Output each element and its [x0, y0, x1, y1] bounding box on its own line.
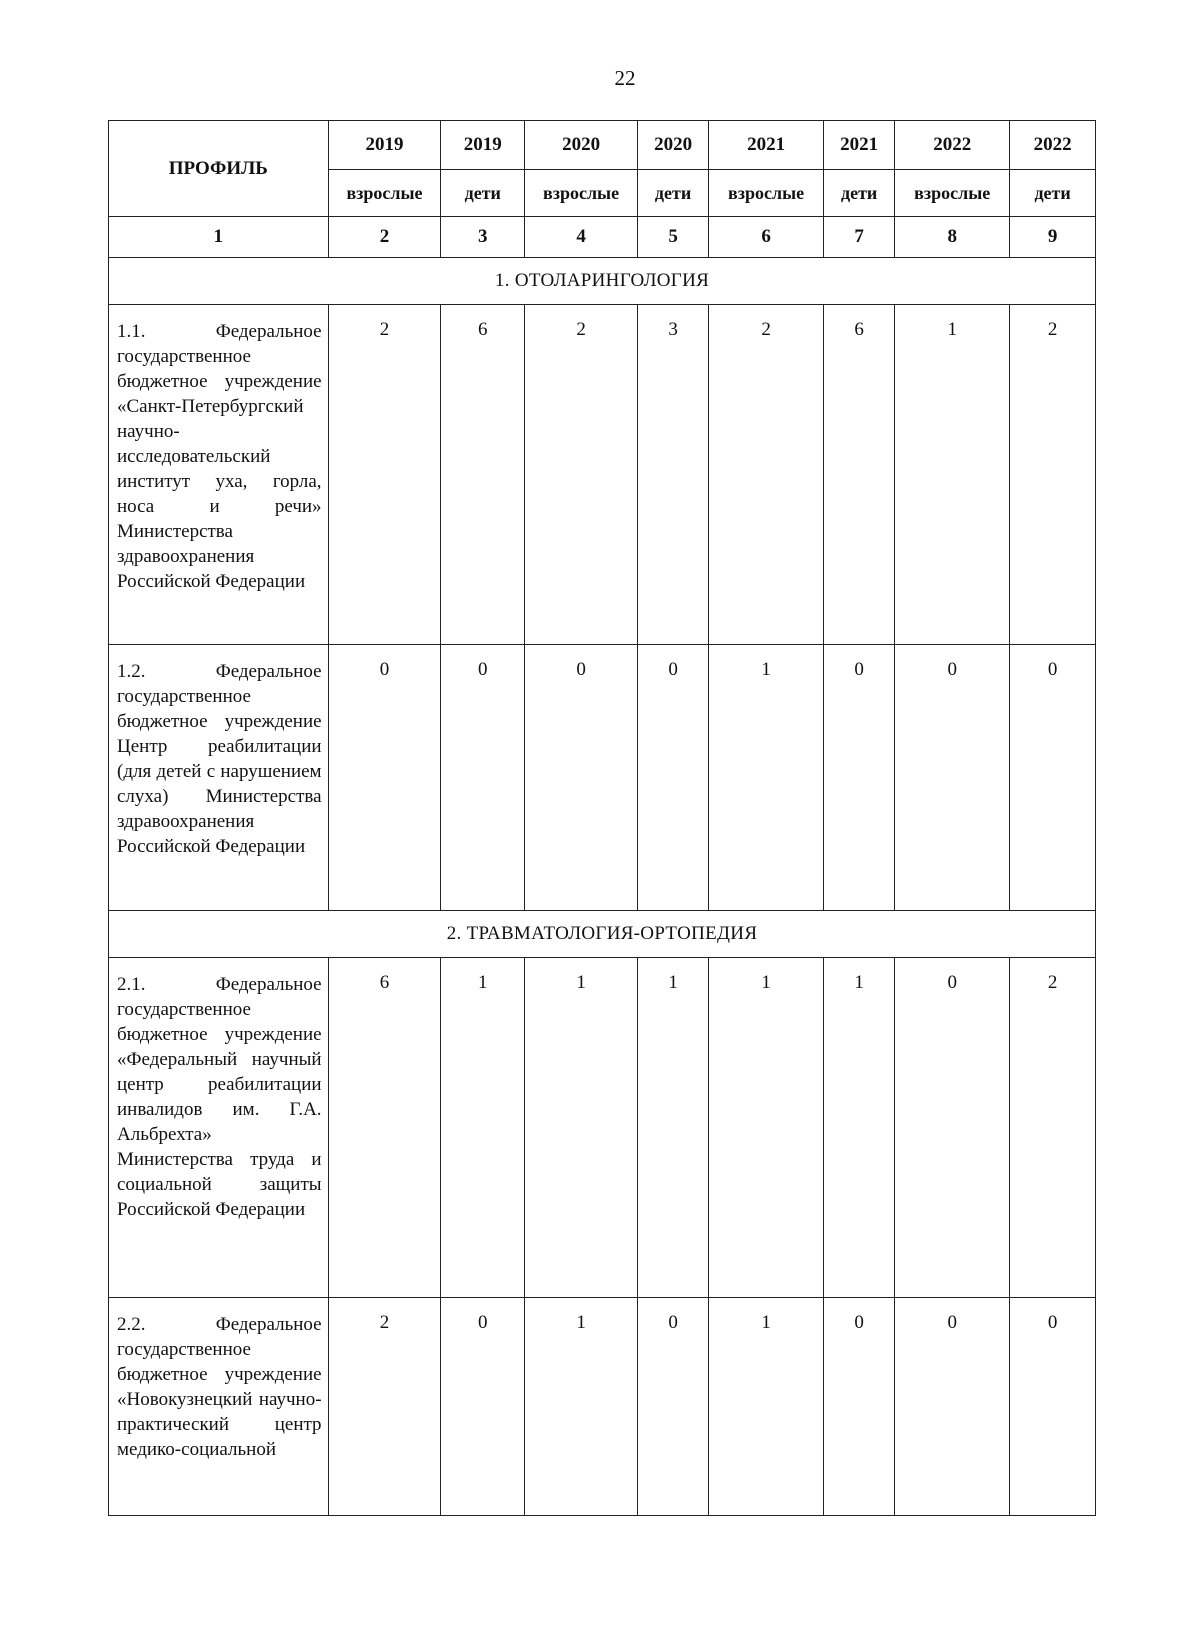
institution-name: 1.2. Федеральное государственное бюджетное учреждение Центр реабилитации (для детей с нарушением слуха) Министерства здравоохранения Российской Федерации: [109, 645, 329, 911]
header-year: 2019: [328, 121, 441, 170]
institution-name: 1.1. Федеральное государственное бюджетное учреждение «Санкт-Петербургский научно-исследовательский институт уха, горла, носа и речи» Министерства здравоохранения Российской Федерации: [109, 305, 329, 645]
column-number: 1: [109, 217, 329, 258]
section-title: 2. ТРАВМАТОЛОГИЯ-ОРТОПЕДИЯ: [109, 911, 1096, 958]
value-cell: 0: [525, 645, 638, 911]
institution-name: 2.2. Федеральное государственное бюджетное учреждение «Новокузнецкий научно-практический центр медико-социальной: [109, 1298, 329, 1516]
header-year: 2021: [824, 121, 895, 170]
column-number: 4: [525, 217, 638, 258]
header-group: дети: [1010, 170, 1096, 217]
header-group: взрослые: [525, 170, 638, 217]
value-cell: 0: [441, 1298, 525, 1516]
column-number: 3: [441, 217, 525, 258]
header-year: 2019: [441, 121, 525, 170]
header-profile: ПРОФИЛЬ: [109, 121, 329, 217]
value-cell: 0: [328, 645, 441, 911]
header-year: 2022: [1010, 121, 1096, 170]
value-cell: 1: [709, 958, 824, 1298]
value-cell: 1: [824, 958, 895, 1298]
section-title: 1. ОТОЛАРИНГОЛОГИЯ: [109, 258, 1096, 305]
value-cell: 1: [709, 645, 824, 911]
header-group: дети: [824, 170, 895, 217]
value-cell: 2: [328, 305, 441, 645]
value-cell: 0: [638, 1298, 709, 1516]
value-cell: 3: [638, 305, 709, 645]
value-cell: 1: [638, 958, 709, 1298]
value-cell: 2: [328, 1298, 441, 1516]
table-row: [109, 1298, 1096, 1516]
header-year: 2022: [895, 121, 1010, 170]
column-number: 6: [709, 217, 824, 258]
value-cell: 0: [441, 645, 525, 911]
value-cell: 0: [895, 958, 1010, 1298]
value-cell: 0: [895, 645, 1010, 911]
value-cell: 1: [441, 958, 525, 1298]
column-number: 5: [638, 217, 709, 258]
value-cell: 6: [824, 305, 895, 645]
column-number: 7: [824, 217, 895, 258]
allocation-table: [108, 120, 1096, 1516]
header-group: дети: [638, 170, 709, 217]
value-cell: 0: [895, 1298, 1010, 1516]
header-group: взрослые: [895, 170, 1010, 217]
value-cell: 0: [638, 645, 709, 911]
column-number: 2: [328, 217, 441, 258]
table-row: [109, 645, 1096, 911]
column-number: 9: [1010, 217, 1096, 258]
value-cell: 1: [525, 1298, 638, 1516]
value-cell: 2: [1010, 958, 1096, 1298]
header-group: взрослые: [328, 170, 441, 217]
value-cell: 2: [525, 305, 638, 645]
header-year: 2020: [525, 121, 638, 170]
value-cell: 0: [1010, 645, 1096, 911]
value-cell: 2: [1010, 305, 1096, 645]
value-cell: 0: [1010, 1298, 1096, 1516]
value-cell: 0: [824, 645, 895, 911]
value-cell: 1: [709, 1298, 824, 1516]
header-group: дети: [441, 170, 525, 217]
value-cell: 0: [824, 1298, 895, 1516]
column-number: 8: [895, 217, 1010, 258]
table-row: [109, 958, 1096, 1298]
institution-name: 2.1. Федеральное государственное бюджетное учреждение «Федеральный научный центр реабилитации инвалидов им. Г.А. Альбрехта» Министерства труда и социальной защиты Российской Федерации: [109, 958, 329, 1298]
value-cell: 6: [328, 958, 441, 1298]
value-cell: 1: [895, 305, 1010, 645]
header-year: 2021: [709, 121, 824, 170]
header-year: 2020: [638, 121, 709, 170]
page-number: 22: [614, 66, 636, 90]
value-cell: 2: [709, 305, 824, 645]
value-cell: 6: [441, 305, 525, 645]
table-row: [109, 305, 1096, 645]
value-cell: 1: [525, 958, 638, 1298]
header-group: взрослые: [709, 170, 824, 217]
